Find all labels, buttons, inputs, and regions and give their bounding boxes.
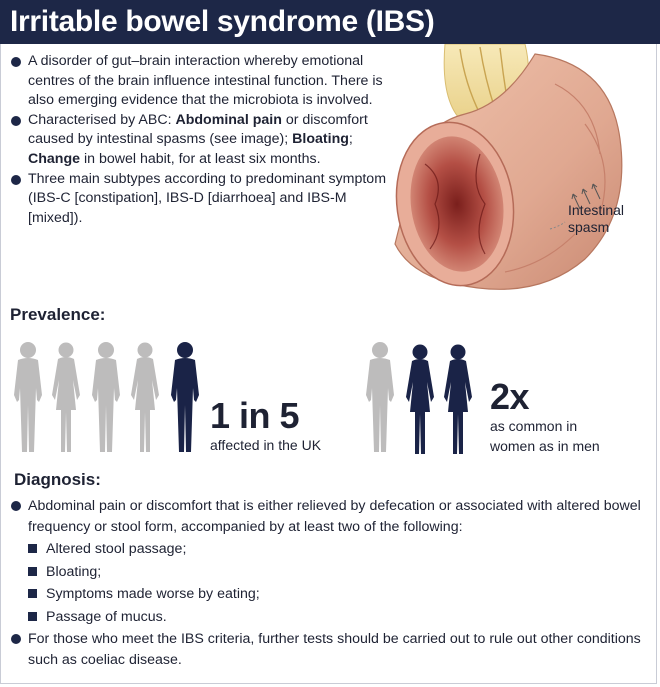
- intro-list: [10, 52, 395, 228]
- man-figure-icon: [14, 342, 42, 452]
- population-figures: [8, 340, 208, 455]
- square-bullet-icon: [28, 544, 37, 553]
- stat-1-caption: affected in the UK: [210, 437, 322, 453]
- woman-figure-icon: [52, 343, 80, 453]
- stat-2-caption: as common in women as in men: [490, 418, 600, 454]
- bullet-icon: [11, 501, 21, 511]
- diagnosis-list: [10, 496, 650, 670]
- diagnosis-sub-item: Altered stool passage;: [28, 539, 650, 560]
- title-bar: [0, 0, 660, 44]
- intestine-illustration: [385, 44, 657, 304]
- intro-bullet-2: Characterised by ABC: Abdominal pain or discomfort caused by intestinal spasms (see image); Bloating; Change in bowel habit, for at least six months.: [10, 111, 395, 170]
- stat-1-in-5: 1 in 5: [210, 395, 300, 436]
- gender-figures: [360, 340, 485, 455]
- diagnosis-bullet-2: For those who meet the IBS criteria, further tests should be carried out to rule out other conditions such as coeliac disease.: [10, 629, 650, 670]
- man-figure-icon: [366, 342, 394, 452]
- diagnosis-heading: Diagnosis:: [14, 470, 101, 489]
- square-bullet-icon: [28, 589, 37, 598]
- affected-figure-icon: [171, 342, 199, 452]
- bullet-icon: [11, 175, 21, 185]
- square-bullet-icon: [28, 612, 37, 621]
- intestinal-spasm-label: Intestinal spasm: [568, 202, 625, 235]
- bullet-icon: [11, 634, 21, 644]
- stat-2x: 2x: [490, 376, 530, 417]
- square-bullet-icon: [28, 567, 37, 576]
- diagnosis-sub-item: Bloating;: [28, 562, 650, 583]
- man-figure-icon: [92, 342, 120, 452]
- bullet-icon: [11, 57, 21, 67]
- woman-figure-icon: [406, 345, 434, 455]
- bullet-icon: [11, 116, 21, 126]
- page-title: Irritable bowel syndrome (IBS): [10, 5, 435, 38]
- diagnosis-sub-item: Passage of mucus.: [28, 607, 650, 628]
- prevalence-heading: Prevalence:: [10, 305, 106, 324]
- woman-figure-icon: [131, 343, 159, 453]
- intro-bullet-1: A disorder of gut–brain interaction whereby emotional centres of the brain influence intestinal function. There is also emerging evidence that the microbiota is involved.: [10, 52, 395, 111]
- woman-figure-icon: [444, 345, 472, 455]
- intro-bullet-3: Three main subtypes according to predominant symptom (IBS-C [constipation], IBS-D [diarrhoea] and IBS-M [mixed]).: [10, 170, 395, 229]
- diagnosis-bullet-1: Abdominal pain or discomfort that is either relieved by defecation or associated with altered bowel frequency or stool form, accompanied by at least two of the following:: [10, 496, 650, 537]
- diagnosis-sub-item: Symptoms made worse by eating;: [28, 584, 650, 605]
